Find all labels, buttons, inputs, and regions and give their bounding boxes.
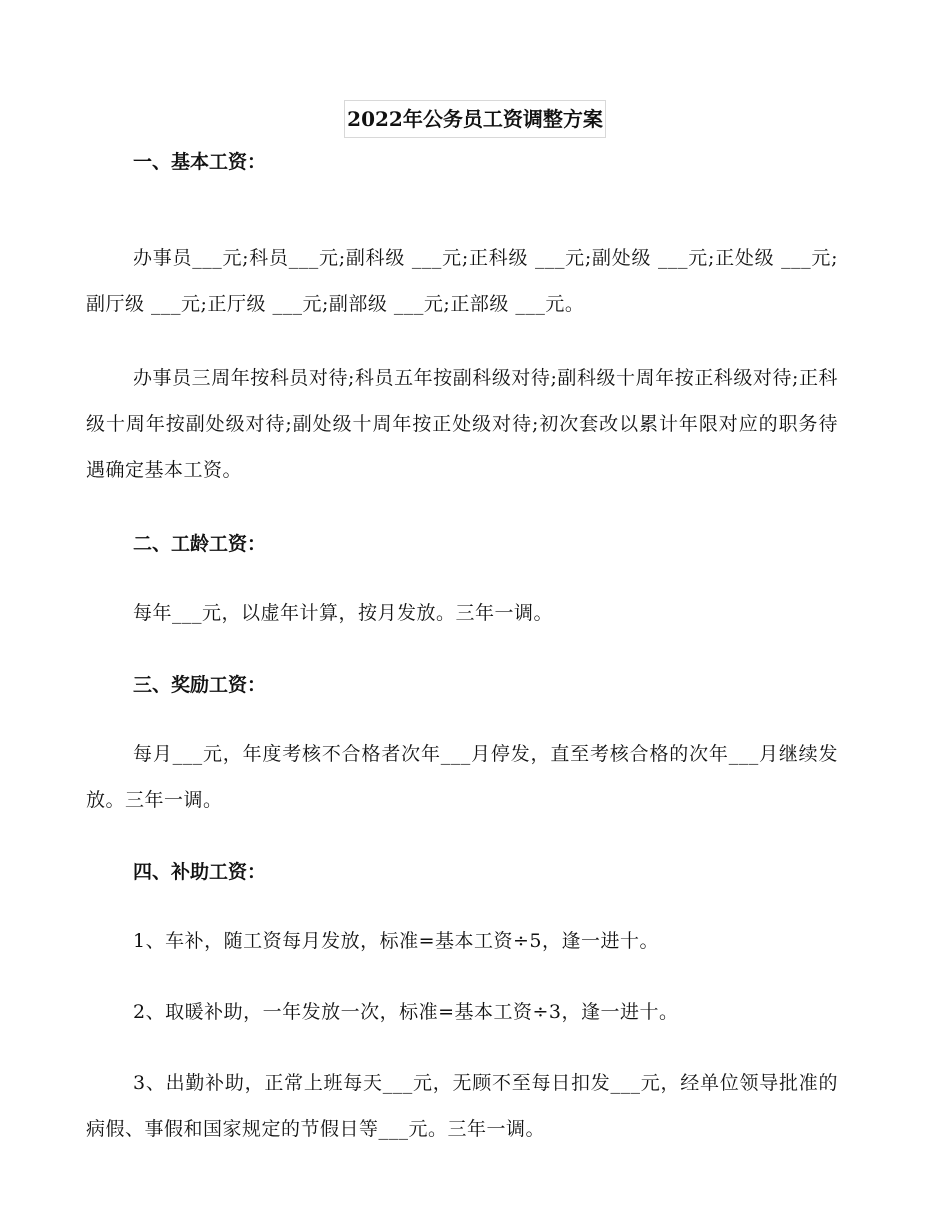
- paragraph-bonus-salary: 每月___元，年度考核不合格者次年___月停发，直至考核合格的次年___月继续发放。三年一调。: [86, 743, 838, 811]
- document-title-text: 2022年公务员工资调整方案: [344, 100, 606, 138]
- document-title: [0, 100, 950, 138]
- paragraph-car-subsidy: 1、车补，随工资每月发放，标准=基本工资÷5，逢一进十。: [133, 930, 660, 952]
- paragraph-basic-salary-promotion: 办事员三周年按科员对待;科员五年按副科级对待;副科级十周年按正科级对待;正科级十周年按副处级对待;副处级十周年按正处级对待;初次套改以累计年限对应的职务待遇确定基本工资。: [86, 367, 838, 481]
- section-heading-bonus-salary: 三、奖励工资：: [133, 674, 267, 696]
- section-heading-basic-salary: 一、基本工资：: [133, 151, 267, 173]
- paragraph-heating-subsidy: 2、取暖补助，一年发放一次，标准=基本工资÷3，逢一进十。: [133, 1001, 679, 1023]
- section-heading-subsidy-salary: 四、补助工资：: [133, 861, 267, 883]
- paragraph-attendance-subsidy: 3、出勤补助，正常上班每天___元，无顾不至每日扣发___元，经单位领导批准的病假、事假和国家规定的节假日等___元。三年一调。: [86, 1072, 838, 1140]
- paragraph-seniority-salary: 每年___元，以虚年计算，按月发放。三年一调。: [133, 602, 554, 624]
- paragraph-basic-salary-levels: 办事员___元;科员___元;副科级 ___元;正科级 ___元;副处级 ___元;正处级 ___元;副厅级 ___元;正厅级 ___元;副部级 ___元;正部级 ___元。: [86, 247, 838, 315]
- section-heading-seniority-salary: 二、工龄工资：: [133, 533, 267, 555]
